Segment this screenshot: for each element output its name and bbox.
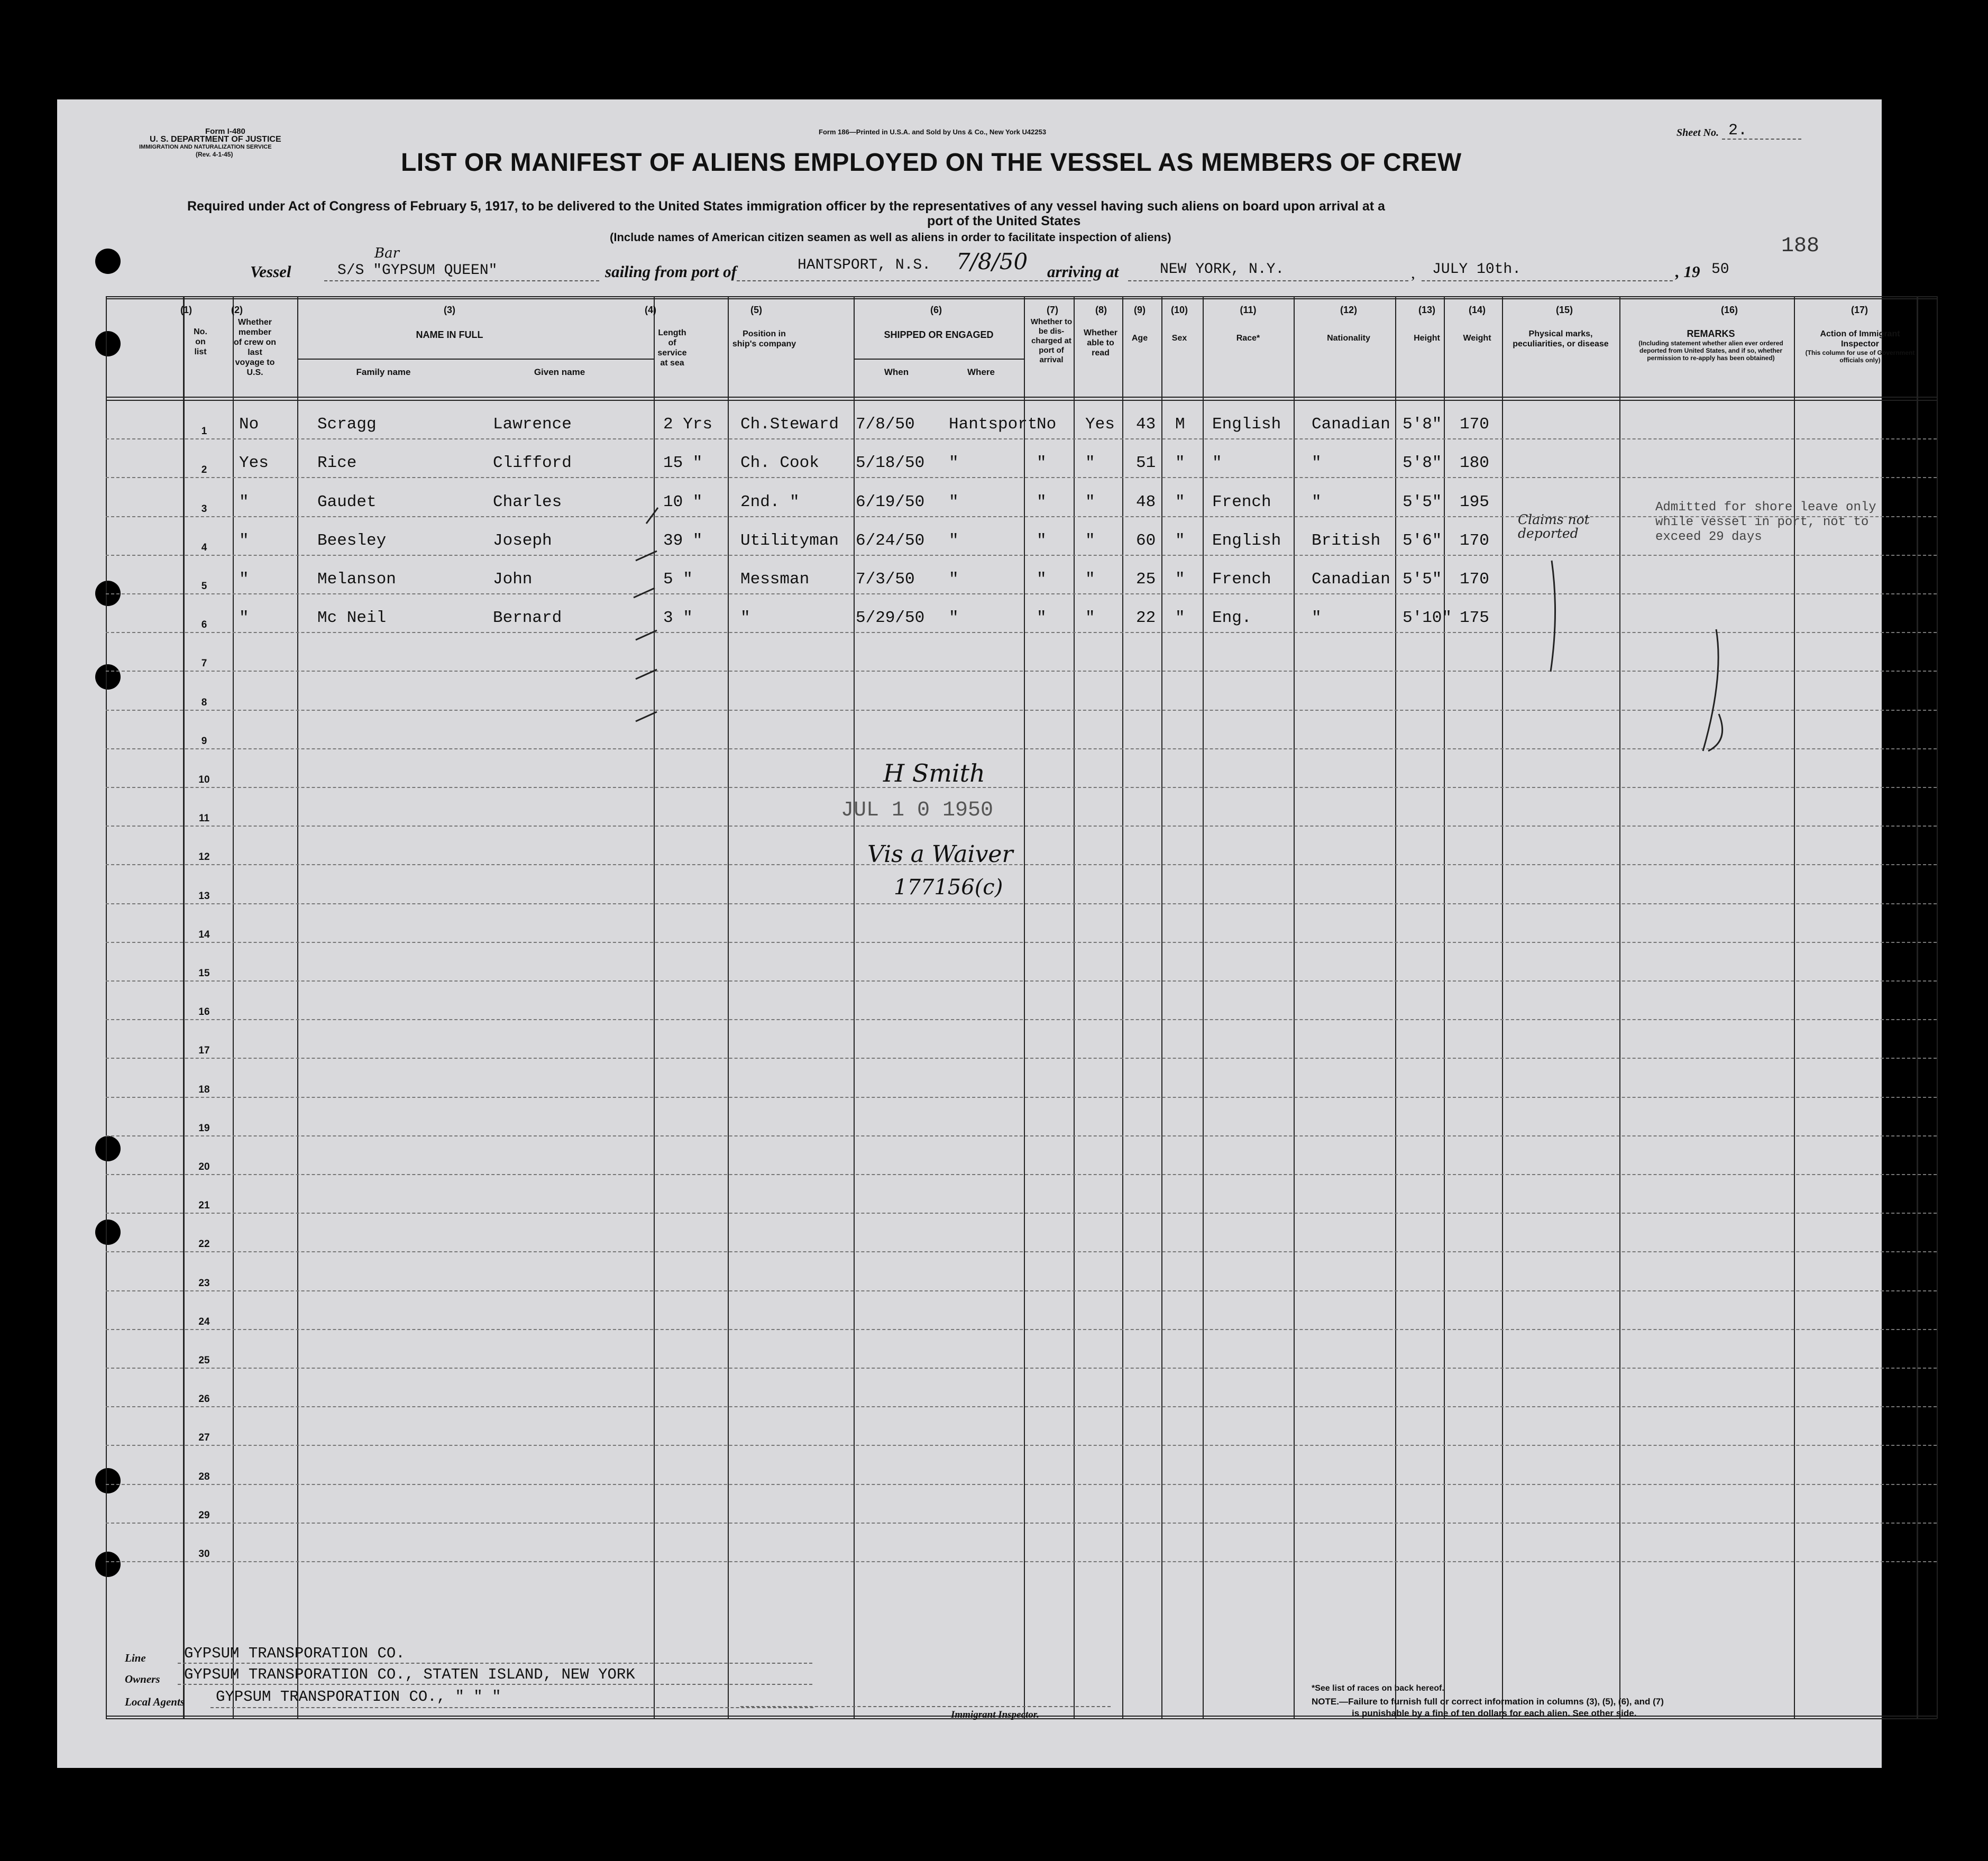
crew-last-voyage: " xyxy=(239,493,249,511)
revision: (Rev. 4-1-45) xyxy=(196,151,233,158)
grid-column-line xyxy=(1937,296,1938,1719)
col-num: (16) xyxy=(1720,305,1738,315)
crew-discharged: " xyxy=(1037,570,1047,589)
row-number: 1 xyxy=(201,426,207,437)
line-label: Line xyxy=(125,1652,146,1664)
department: U. S. DEPARTMENT OF JUSTICE xyxy=(150,135,281,144)
crew-nationality: British xyxy=(1312,531,1381,550)
crew-service: 2 Yrs xyxy=(663,415,713,434)
header-race: Race* xyxy=(1236,334,1260,343)
crew-race: English xyxy=(1212,415,1281,434)
row-number: 3 xyxy=(201,503,207,515)
row-number: 17 xyxy=(198,1045,210,1056)
crew-service: 3 " xyxy=(663,609,693,627)
crew-age: 48 xyxy=(1136,493,1156,511)
row-number: 15 xyxy=(198,968,210,979)
crew-nationality: Canadian xyxy=(1312,570,1390,589)
visa-note: Vis a Waiver xyxy=(867,841,1013,868)
header-where: Where xyxy=(967,367,995,377)
crew-read: Yes xyxy=(1085,415,1115,434)
row-number: 11 xyxy=(198,813,210,824)
crew-when: 7/8/50 xyxy=(856,415,915,434)
header-when: When xyxy=(884,367,909,377)
row-number: 10 xyxy=(198,774,210,785)
crew-weight: 170 xyxy=(1460,531,1489,550)
header-able-to-read: Whether able to read xyxy=(1084,328,1117,357)
crew-given: Lawrence xyxy=(493,415,572,434)
punch-hole xyxy=(95,249,121,274)
crew-height: 5'5" xyxy=(1403,493,1442,511)
crew-given: Charles xyxy=(493,493,562,511)
row-number: 20 xyxy=(198,1161,210,1172)
row-number: 12 xyxy=(198,851,210,863)
crew-age: 60 xyxy=(1136,531,1156,550)
row-number: 25 xyxy=(198,1355,210,1366)
col-num: (5) xyxy=(750,305,762,315)
crew-where: " xyxy=(949,570,959,589)
col-num: (17) xyxy=(1850,305,1868,315)
year-prefix: , 19 xyxy=(1675,262,1700,281)
crew-family: Beesley xyxy=(317,531,387,550)
crew-sex: " xyxy=(1175,570,1185,589)
crew-position: Utilityman xyxy=(740,531,839,550)
arrival-port: NEW YORK, N.Y. xyxy=(1160,261,1285,278)
crew-last-voyage: Yes xyxy=(239,454,269,472)
crew-nationality: " xyxy=(1312,609,1322,627)
header-sex: Sex xyxy=(1171,334,1187,343)
races-note: *See list of races on back hereof. xyxy=(1312,1684,1444,1693)
header-discharged: Whether to be dis-charged at port of arrival xyxy=(1030,317,1073,364)
crew-age: 22 xyxy=(1136,609,1156,627)
subtitle-line1: Required under Act of Congress of February 5, 1917, to be delivered to the United States immigration officer by the representatives of any vessel having such aliens on board upon arrival at a xyxy=(187,199,1385,214)
row-number: 5 xyxy=(201,581,207,592)
crew-position: Messman xyxy=(740,570,810,589)
crew-sex: M xyxy=(1175,415,1185,434)
crew-position: Ch.Steward xyxy=(740,415,839,434)
crew-family: Gaudet xyxy=(317,493,377,511)
crew-sex: " xyxy=(1175,493,1185,511)
crew-discharged: " xyxy=(1037,454,1047,472)
crew-age: 43 xyxy=(1136,415,1156,434)
row-number: 27 xyxy=(198,1432,210,1443)
crew-when: 6/19/50 xyxy=(856,493,925,511)
crew-nationality: " xyxy=(1312,454,1322,472)
row-number: 13 xyxy=(198,891,210,902)
crew-sex: " xyxy=(1175,454,1185,472)
header-action: Action of Immigrant Inspector xyxy=(1820,329,1900,349)
row-number: 23 xyxy=(198,1278,210,1289)
crew-height: 5'5" xyxy=(1403,570,1442,589)
crew-service: 15 " xyxy=(663,454,703,472)
manifest-sheet xyxy=(57,99,1915,1768)
inspector-rule xyxy=(740,1706,1111,1707)
crew-where: " xyxy=(949,609,959,627)
line-value: GYPSUM TRANSPORATION CO. xyxy=(184,1645,405,1662)
crew-service: 39 " xyxy=(663,531,703,550)
crew-sex: " xyxy=(1175,531,1185,550)
row-number: 28 xyxy=(198,1471,210,1482)
arrival-date-line xyxy=(1422,280,1673,281)
header-position: Position in ship's company xyxy=(732,329,796,349)
col-num: (4) xyxy=(645,305,656,315)
crew-discharged: No xyxy=(1037,415,1057,434)
sailing-label: sailing from port of xyxy=(605,262,737,281)
page-title: LIST OR MANIFEST OF ALIENS EMPLOYED ON THE VESSEL AS MEMBERS OF CREW xyxy=(401,149,1462,177)
header-last-voyage: Whether member of crew on last voyage to U.S. xyxy=(234,318,277,377)
col-num: (13) xyxy=(1418,305,1435,315)
crew-height: 5'8" xyxy=(1403,415,1442,434)
col-num: (10) xyxy=(1170,305,1188,315)
crew-position: 2nd. " xyxy=(740,493,800,511)
crew-family: Scragg xyxy=(317,415,377,434)
arrival-date: JULY 10th. xyxy=(1432,261,1522,278)
subtitle-line3: (Include names of American citizen seamen as well as aliens in order to facilitate inspection of aliens) xyxy=(610,231,1171,244)
row-number: 8 xyxy=(201,697,207,708)
agents-label: Local Agents xyxy=(125,1695,185,1708)
subtitle-line2: port of the United States xyxy=(927,214,1081,228)
line-rule xyxy=(178,1663,812,1664)
header-physical-marks: Physical marks, peculiarities, or disease xyxy=(1513,329,1609,349)
header-action-sub: (This column for use of Government officials only) xyxy=(1805,349,1915,364)
crew-given: Joseph xyxy=(493,531,552,550)
vessel-line xyxy=(324,280,599,281)
agents-rule xyxy=(210,1707,813,1708)
crew-position: " xyxy=(740,609,750,627)
service: IMMIGRATION AND NATURALIZATION SERVICE xyxy=(139,144,272,150)
crew-last-voyage: No xyxy=(239,415,259,434)
header-age: Age xyxy=(1131,334,1148,343)
physical-marks-note: Claims not deported xyxy=(1518,512,1590,541)
row-number: 18 xyxy=(198,1084,210,1095)
crew-when: 5/29/50 xyxy=(856,609,925,627)
crew-sex: " xyxy=(1175,609,1185,627)
page-number: 188 xyxy=(1781,234,1820,258)
header-family-name: Family name xyxy=(356,367,411,377)
col-num: (14) xyxy=(1468,305,1486,315)
crew-age: 25 xyxy=(1136,570,1156,589)
crew-discharged: " xyxy=(1037,531,1047,550)
crew-last-voyage: " xyxy=(239,570,249,589)
crew-weight: 170 xyxy=(1460,415,1489,434)
header-weight: Weight xyxy=(1463,334,1491,343)
col-num: (3) xyxy=(444,305,455,315)
sheet-label: Sheet No. xyxy=(1676,127,1719,139)
crew-table xyxy=(106,296,1937,1719)
col-num: (1) xyxy=(180,305,192,315)
crew-read: " xyxy=(1085,454,1095,472)
code-note: 177156(c) xyxy=(894,875,1003,900)
crew-given: Bernard xyxy=(493,609,562,627)
crew-weight: 175 xyxy=(1460,609,1489,627)
crew-race: English xyxy=(1212,531,1281,550)
header-shipped-or-engaged: SHIPPED OR ENGAGED xyxy=(884,329,994,340)
crew-service: 10 " xyxy=(663,493,703,511)
crew-read: " xyxy=(1085,493,1095,511)
row-number: 6 xyxy=(201,619,207,630)
crew-read: " xyxy=(1085,609,1095,627)
crew-race: French xyxy=(1212,493,1271,511)
crew-height: 5'10" xyxy=(1403,609,1452,627)
crew-nationality: " xyxy=(1312,493,1322,511)
col-num: (11) xyxy=(1240,305,1257,315)
form-number: Form I-480 xyxy=(205,127,245,136)
crew-height: 5'6" xyxy=(1403,531,1442,550)
crew-race: " xyxy=(1212,454,1222,472)
crew-when: 5/18/50 xyxy=(856,454,925,472)
sheet-number: 2. xyxy=(1728,122,1748,140)
crew-when: 6/24/50 xyxy=(856,531,925,550)
crew-service: 5 " xyxy=(663,570,693,589)
crew-family: Mc Neil xyxy=(317,609,387,627)
remarks-stamp: Admitted for shore leave only while vessel in port, not to exceed 29 days xyxy=(1655,500,1876,544)
crew-family: Melanson xyxy=(317,570,396,589)
row-number: 29 xyxy=(198,1510,210,1521)
col-num: (6) xyxy=(930,305,942,315)
crew-family: Rice xyxy=(317,454,357,472)
row-number: 24 xyxy=(198,1316,210,1327)
arrival-port-line xyxy=(1128,280,1408,281)
header-no-on-list: No. on list xyxy=(194,327,207,356)
vessel-annotation: Bar xyxy=(374,245,400,261)
crew-where: " xyxy=(949,493,959,511)
inspector-signature: H Smith xyxy=(883,759,985,787)
col-num: (12) xyxy=(1340,305,1357,315)
crew-when: 7/3/50 xyxy=(856,570,915,589)
crew-discharged: " xyxy=(1037,493,1047,511)
printer-line: Form 186—Printed in U.S.A. and Sold by Uns & Co., New York U42253 xyxy=(819,128,1047,136)
col-num: (9) xyxy=(1134,305,1146,315)
fine-note-2: is punishable by a fine of ten dollars for each alien. See other side. xyxy=(1352,1708,1637,1718)
header-given-name: Given name xyxy=(534,367,585,377)
crew-weight: 170 xyxy=(1460,570,1489,589)
row-number: 9 xyxy=(201,736,207,747)
header-nationality: Nationality xyxy=(1327,334,1370,343)
crew-weight: 195 xyxy=(1460,493,1489,511)
crew-where: Hantsport xyxy=(949,415,1038,434)
owners-rule xyxy=(178,1684,812,1685)
row-number: 30 xyxy=(198,1548,210,1560)
header-remarks: REMARKS xyxy=(1687,328,1735,339)
col-num: (7) xyxy=(1047,305,1058,315)
comma: , xyxy=(1411,263,1415,282)
crew-race: French xyxy=(1212,570,1271,589)
inspector-label: Immigrant Inspector. xyxy=(951,1709,1039,1720)
sailing-port: HANTSPORT, N.S. xyxy=(798,257,931,273)
crew-height: 5'8" xyxy=(1403,454,1442,472)
crew-where: " xyxy=(949,454,959,472)
col-num: (8) xyxy=(1095,305,1107,315)
crew-position: Ch. Cook xyxy=(740,454,819,472)
year: 50 xyxy=(1711,261,1729,278)
header-remarks-sub: (Including statement whether alien ever ordered deported from United States, and if so, whether permission to re-apply has been obtained) xyxy=(1638,340,1783,362)
row-number: 21 xyxy=(198,1200,210,1211)
fine-note-1: NOTE.—Failure to furnish full or correct information in columns (3), (5), (6), and (7) xyxy=(1312,1697,1664,1707)
owners-label: Owners xyxy=(125,1673,160,1685)
owners-value: GYPSUM TRANSPORATION CO., STATEN ISLAND, NEW YORK xyxy=(184,1666,635,1683)
row-number: 7 xyxy=(201,658,207,669)
sailing-date: 7/8/50 xyxy=(956,249,1028,274)
crew-given: John xyxy=(493,570,533,589)
row-number: 19 xyxy=(198,1123,210,1134)
header-name-in-full: NAME IN FULL xyxy=(416,329,483,340)
header-height: Height xyxy=(1414,334,1440,343)
row-number: 14 xyxy=(198,929,210,940)
row-number: 4 xyxy=(201,542,207,553)
col-num: (15) xyxy=(1555,305,1573,315)
agents-value: GYPSUM TRANSPORATION CO., " " " xyxy=(216,1688,501,1706)
date-stamp: JUL 1 0 1950 xyxy=(841,799,994,822)
row-number: 2 xyxy=(201,464,207,475)
crew-read: " xyxy=(1085,531,1095,550)
port-line xyxy=(737,280,1091,281)
crew-weight: 180 xyxy=(1460,454,1489,472)
vessel-label: Vessel xyxy=(250,262,291,281)
vessel-name: S/S "GYPSUM QUEEN" xyxy=(337,262,498,279)
row-number: 22 xyxy=(198,1239,210,1250)
header-length-of-service: Length of service at sea xyxy=(657,328,687,368)
crew-last-voyage: " xyxy=(239,531,249,550)
row-number: 16 xyxy=(198,1006,210,1017)
col-num: (2) xyxy=(231,305,243,315)
crew-given: Clifford xyxy=(493,454,572,472)
crew-nationality: Canadian xyxy=(1312,415,1390,434)
crew-race: Eng. xyxy=(1212,609,1252,627)
row-number: 26 xyxy=(198,1394,210,1405)
pen-strokes xyxy=(106,296,1937,1719)
crew-where: " xyxy=(949,531,959,550)
crew-age: 51 xyxy=(1136,454,1156,472)
crew-discharged: " xyxy=(1037,609,1047,627)
arriving-label: arriving at xyxy=(1047,262,1119,281)
crew-read: " xyxy=(1085,570,1095,589)
crew-last-voyage: " xyxy=(239,609,249,627)
